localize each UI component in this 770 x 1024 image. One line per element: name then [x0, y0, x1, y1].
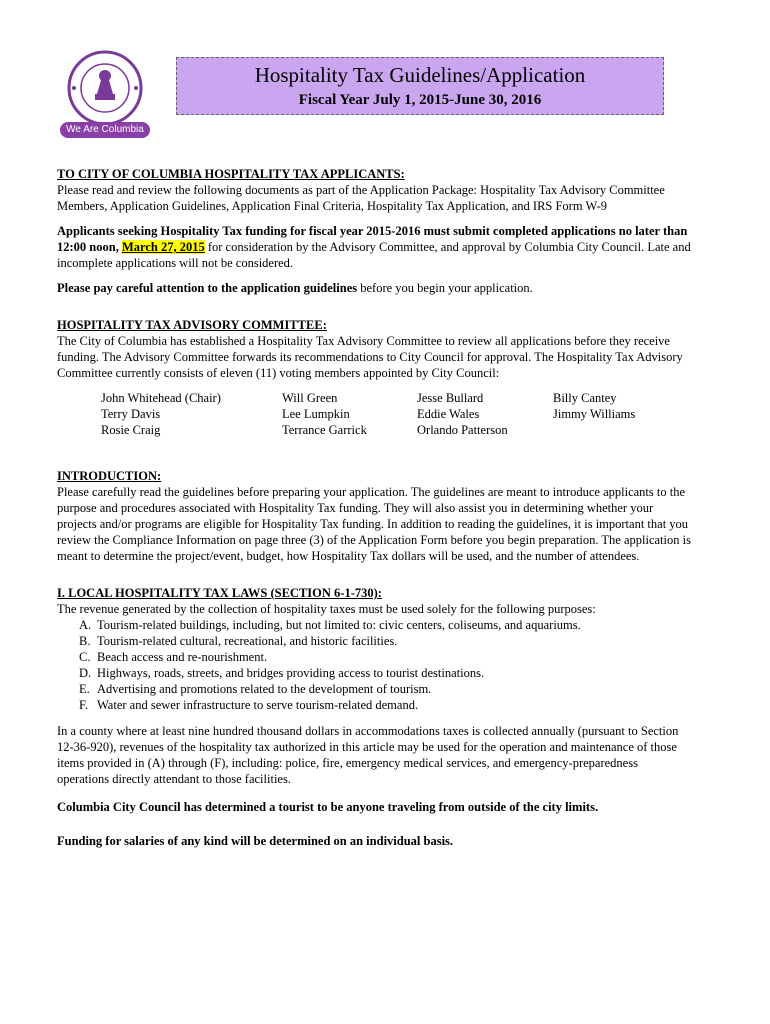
salary-note: Funding for salaries of any kind will be determined on an individual basis. [57, 834, 454, 848]
member-column [101, 390, 282, 438]
deadline-date: March 27, 2015 [121, 240, 205, 254]
purposes-list [57, 617, 692, 713]
member-column [282, 390, 417, 438]
list-marker: C. [79, 650, 91, 664]
member-name: Jesse Bullard [417, 391, 484, 405]
member-name: Lee Lumpkin [282, 407, 350, 421]
member-name: Billy Cantey [553, 391, 617, 405]
seal-tagline: We Are Columbia [60, 122, 150, 138]
list-item [79, 649, 692, 665]
list-marker: A. [79, 618, 92, 632]
deadline-bold-text: Applicants seeking Hospitality Tax funding for fiscal year 2015-2016 must submit completed applications no later than 12:00 noon, [57, 224, 688, 254]
county-paragraph: In a county where at least nine hundred thousand dollars in accommodations taxes is collected annually (pursuant to Section 12-36-920), revenues of the hospitality tax authorized in this article may be used for the operation and maintenance of those items provided in (A) through (F), including: police, fire, emergency medical services, and emergency-preparedness operations directly attendant to those facilities. [57, 724, 679, 786]
attention-bold-text: Please pay careful attention to the application guidelines [57, 281, 358, 295]
member-column [553, 390, 693, 438]
list-text: Beach access and re-nourishment. [97, 650, 268, 664]
member-name: Terrance Garrick [282, 423, 367, 437]
introduction-paragraph: Please carefully read the guidelines before preparing your application. The guidelines are meant to introduce applicants to the purpose and procedures associated with Hospitality Tax funding. They will also assist you in determining whether your projects and/or programs are eligible for Hospitality Tax funding. In addition to reading the guidelines, it is important that you review the Compliance Information on page three (3) of the Application Form before you begin preparation. The application is meant to determine the project/event, budget, how Hospitality Tax dollars will be used, and the number of attendees. [57, 485, 691, 563]
member-name: Eddie Wales [417, 407, 480, 421]
list-item [79, 697, 692, 713]
member-column [417, 390, 553, 438]
deadline-paragraph [57, 223, 692, 271]
document-title: Hospitality Tax Guidelines/Application [254, 63, 586, 87]
member-name: Orlando Patterson [417, 423, 508, 437]
list-item [79, 681, 692, 697]
list-text: Water and sewer infrastructure to serve tourism-related demand. [97, 698, 419, 712]
committee-heading: HOSPITALITY TAX ADVISORY COMMITTEE: [57, 318, 327, 332]
member-name: Rosie Craig [101, 423, 161, 437]
list-marker: B. [79, 634, 91, 648]
committee-members [101, 390, 692, 438]
list-text: Advertising and promotions related to the development of tourism. [97, 682, 432, 696]
member-name: Will Green [282, 391, 338, 405]
applicants-paragraph: Please read and review the following documents as part of the Application Package: Hospitality Tax Advisory Committee Members, Application Guidelines, Application Final Criteria, Hospitality Tax Application, and IRS Form W-9 [57, 183, 665, 213]
list-text: Tourism-related cultural, recreational, and historic facilities. [97, 634, 398, 648]
applicants-heading: TO CITY OF COLUMBIA HOSPITALITY TAX APPLICANTS: [57, 167, 405, 181]
document-subtitle: Fiscal Year July 1, 2015-June 30, 2016 [298, 92, 542, 108]
member-name: John Whitehead (Chair) [101, 391, 221, 405]
member-name: Jimmy Williams [553, 407, 636, 421]
list-item [79, 665, 692, 681]
laws-heading: I. LOCAL HOSPITALITY TAX LAWS (SECTION 6-1-730): [57, 586, 382, 600]
attention-paragraph [57, 280, 692, 296]
laws-lead: The revenue generated by the collection of hospitality taxes must be used solely for the following purposes: [57, 602, 596, 616]
attention-rest-text: before you begin your application. [360, 281, 533, 295]
title-banner [176, 57, 664, 115]
list-item [79, 633, 692, 649]
document-body [57, 166, 692, 858]
introduction-heading: INTRODUCTION: [57, 469, 162, 483]
deadline-rest-text: for consideration by the Advisory Committee, and approval by Columbia City Council. Late and incomplete applications will not be considered. [57, 240, 691, 270]
list-marker: E. [79, 682, 90, 696]
list-marker: F. [79, 698, 89, 712]
list-item [79, 617, 692, 633]
member-name: Terry Davis [101, 407, 161, 421]
list-text: Highways, roads, streets, and bridges providing access to tourist destinations. [97, 666, 485, 680]
list-text: Tourism-related buildings, including, but not limited to: civic centers, coliseums, and aquariums. [97, 618, 581, 632]
list-marker: D. [79, 666, 92, 680]
tourist-note: Columbia City Council has determined a tourist to be anyone traveling from outside of the city limits. [57, 800, 599, 814]
committee-paragraph: The City of Columbia has established a Hospitality Tax Advisory Committee to review all applications before they receive funding. The Advisory Committee forwards its recommendations to City Council for approval. The Hospitality Tax Advisory Committee currently consists of eleven (11) voting members appointed by City Council: [57, 334, 683, 380]
